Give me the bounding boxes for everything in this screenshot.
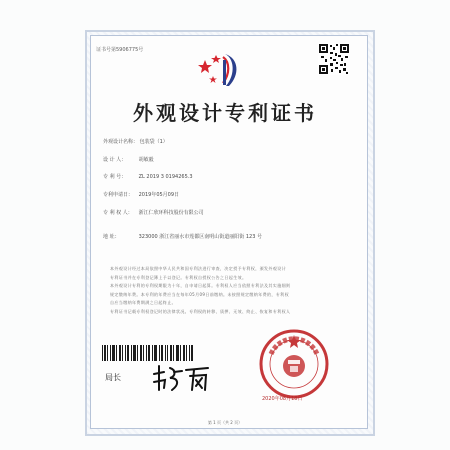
body-line: 专利证书并在专利登记簿上予以登记。专利权自授权公告之日起生效。 <box>110 274 247 280</box>
body-line: 规定缴纳年费。本专利的年费应当在每年05月09日前缴纳。未按照规定缴纳年费的，专利权 <box>110 291 289 297</box>
field-value: 浙江仁欣环科技股份有限公司 <box>138 210 204 216</box>
field-patentee <box>103 209 204 216</box>
field-label: 专 利 号： <box>103 174 127 180</box>
field-application-date <box>103 191 179 198</box>
field-designer <box>103 156 154 163</box>
certificate-body-text <box>110 265 356 316</box>
field-label: 地 址： <box>103 234 120 240</box>
field-address <box>103 233 262 240</box>
body-line: 本外观设计专利的专利权期限为十年，自申请日起算。专利权人应当依照专利法及其实施细则 <box>110 283 291 288</box>
field-label: 专利申请日： <box>103 192 134 198</box>
director-label: 局长 <box>105 373 121 382</box>
barcode-icon <box>102 345 194 361</box>
body-line: 专利证书记载专利权登记时的法律状况。专利权的转移、质押、无效、终止、恢复和专利权人 <box>110 308 291 314</box>
certificate-title: 外观设计专利证书 <box>133 101 317 125</box>
seal-date: 2020年08月18日 <box>262 396 303 402</box>
qr-code-icon <box>318 43 350 75</box>
body-line: 自应当缴纳年费期满之日起终止。 <box>110 300 176 305</box>
field-value: 2019年05月09日 <box>138 192 180 198</box>
field-label: 专 利 权 人： <box>103 210 133 216</box>
field-value: 胡敏毅 <box>138 157 154 163</box>
certificate-number: 证书号第5906775号 <box>96 47 144 53</box>
field-value: ZL 2019 3 0194265.3 <box>138 174 193 180</box>
director-signature <box>150 360 214 396</box>
field-label: 设 计 人： <box>103 157 127 163</box>
field-value: 323000 浙江省丽水市莲都区南明山街道丽阳街 123 号 <box>138 234 262 240</box>
field-patent-number <box>103 173 193 180</box>
page-footer: 第 1 页（共 2 页） <box>207 420 243 425</box>
body-line: 本外观设计经过本局依照中华人民共和国专利法进行审查，决定授予专利权，颁发外观设计 <box>110 266 286 271</box>
patent-office-logo-icon <box>196 50 248 90</box>
field-label: 外观设计名称： <box>103 139 139 145</box>
field-design-name <box>103 138 168 145</box>
official-seal-icon <box>258 328 330 400</box>
field-value: 包装袋（1） <box>139 139 168 145</box>
